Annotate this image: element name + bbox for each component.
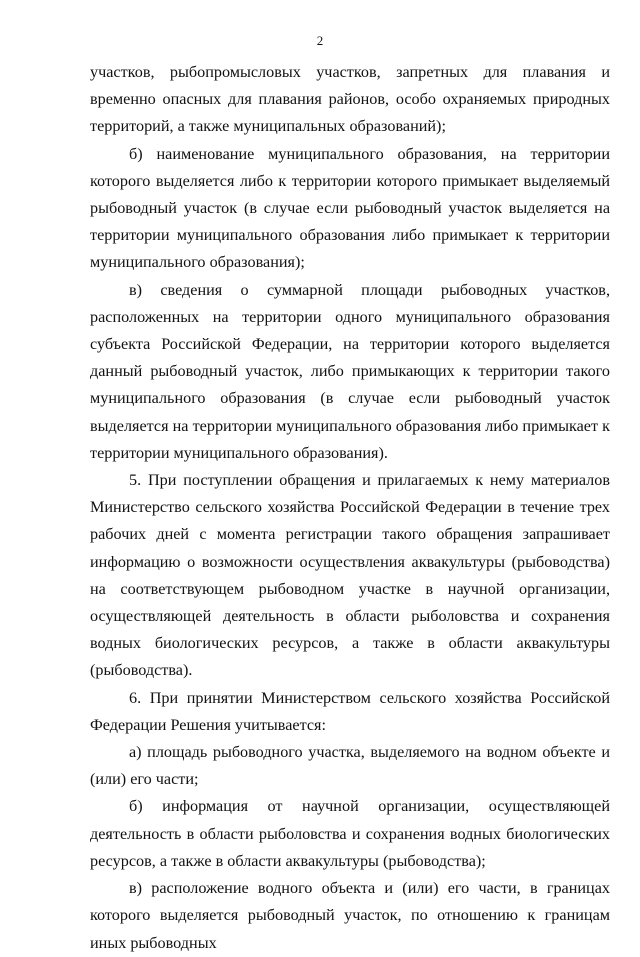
paragraph-6-item-b: б) информация от научной организации, осуществляющей деятельность в области рыболовства и сохранения водных биологических ресурсов, а также в области аквакультуры (рыбоводства); bbox=[90, 797, 610, 870]
paragraph-6-item-v: в) расположение водного объекта и (или) его части, в границах которого выделяется рыбоводный участок, по отношению к границам иных рыбоводных bbox=[90, 879, 610, 952]
page-number: 2 bbox=[316, 33, 324, 48]
paragraph-6-item-a: а) площадь рыбоводного участка, выделяемого на водном объекте и (или) его части; bbox=[90, 743, 610, 789]
document-body bbox=[90, 59, 610, 957]
paragraph-item-b: б) наименование муниципального образования, на территории которого выделяется либо к территории которого примыкает выделяемый рыбоводный участок (в случае если рыбоводный участок выделяется на территории муниципального образования либо примыкает к территории муниципального образования); bbox=[90, 144, 610, 272]
paragraph-6: 6. При принятии Министерством сельского хозяйства Российской Федерации Решения учитывается: bbox=[90, 688, 610, 734]
paragraph-continuation: участков, рыбопромысловых участков, запретных для плавания и временно опасных для плавания районов, особо охраняемых природных территорий, а также муниципальных образований); bbox=[90, 63, 610, 136]
paragraph-5: 5. При поступлении обращения и прилагаемых к нему материалов Министерство сельского хозяйства Российской Федерации в течение трех рабочих дней с момента регистрации такого обращения запрашивает информацию о возможности осуществления аквакультуры (рыбоводства) на соответствующем рыбоводном участке в научной организации, осуществляющей деятельность в области рыболовства и сохранения водных биологических ресурсов, а также в области аквакультуры (рыбоводства). bbox=[90, 471, 610, 680]
paragraph-item-v: в) сведения о суммарной площади рыбоводных участков, расположенных на территории одного муниципального образования субъекта Российской Федерации, на территории которого выделяется данный рыбоводный участок, либо примыкающих к территории такого муниципального образования (в случае если рыбоводный участок выделяется на территории муниципального образования либо примыкает к территории муниципального образования). bbox=[90, 280, 610, 462]
